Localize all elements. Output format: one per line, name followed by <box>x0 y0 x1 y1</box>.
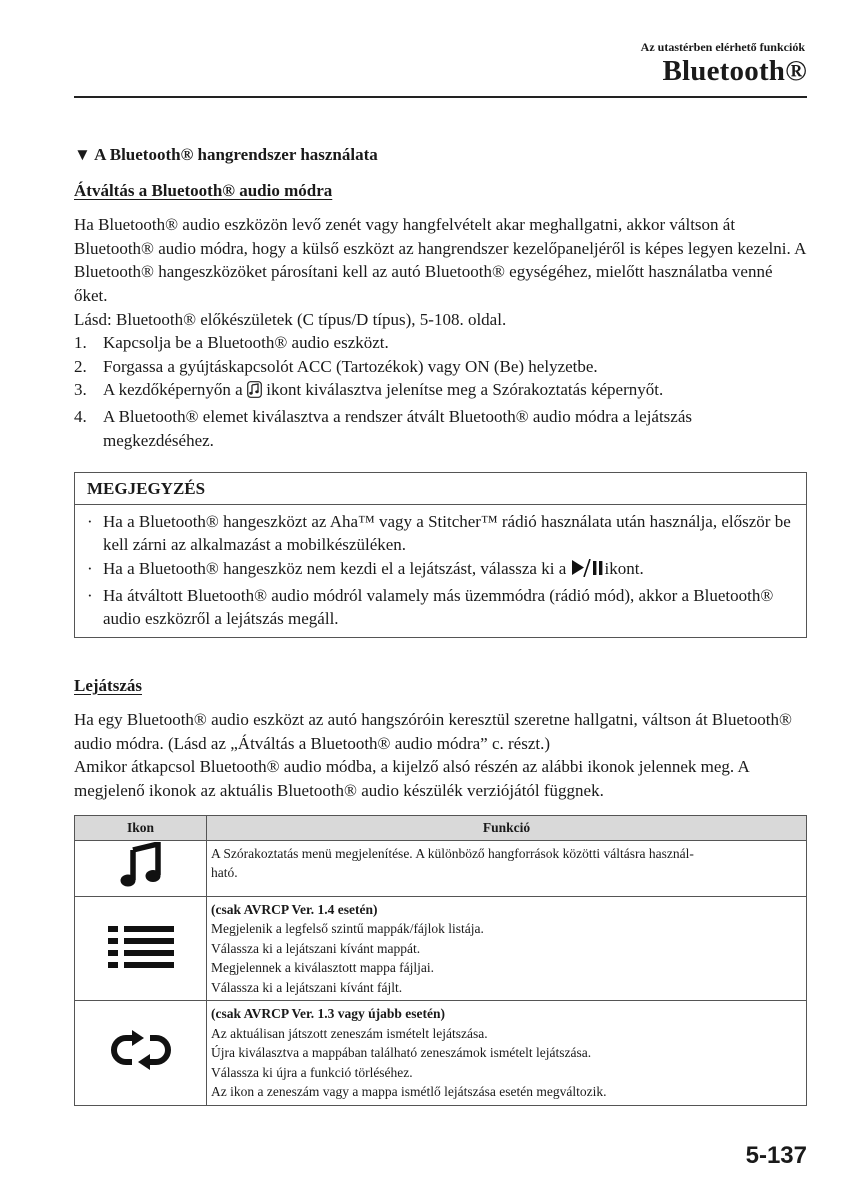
note-body <box>75 505 806 637</box>
reference-paragraph: Lásd: Bluetooth® előkészületek (C típus/D típus), 5-108. oldal. <box>74 309 507 329</box>
page-number: 5-137 <box>745 1142 807 1169</box>
list-item: 2. Forgassa a gyújtáskapcsolót ACC (Tartozékok) vagy ON (Be) helyzetbe. <box>74 356 598 376</box>
table-row: (csak AVRCP Ver. 1.4 esetén) Megjelenik a legfelső szintű mappák/fájlok listája. Válassza ki a lejátszani kívánt mappát. Megjelennek a kiválasztott mappa fájljai. Válassza ki a lejátszani kívánt fájlt. <box>75 896 807 1001</box>
subheading-switch: Átváltás a Bluetooth® audio módra <box>74 180 333 200</box>
header-rule <box>74 96 807 98</box>
table-row: A Szórakoztatás menü megjelenítése. A különböző hangforrások közötti váltásra használ- ható. <box>75 840 807 896</box>
music-note-icon <box>120 876 162 891</box>
list-item: 3. A kezdőképernyőn a ikont kiválasztva jelenítse meg a Szórakoztatás képernyőt. <box>74 378 807 405</box>
icon-function-table <box>74 815 807 1106</box>
page-title: Bluetooth® <box>662 55 807 87</box>
list-item: 4. A Bluetooth® elemet kiválasztva a rendszer átvált Bluetooth® audio módra a lejátszás megkezdéséhez. <box>74 406 693 450</box>
steps-list <box>74 331 807 452</box>
table-header-icon: Ikon <box>75 815 207 840</box>
section-heading: ▼ A Bluetooth® hangrendszer használata <box>74 145 378 164</box>
play-pause-icon <box>571 559 605 584</box>
subheading-playback: Lejátszás <box>74 675 142 695</box>
icons-paragraph: Amikor átkapcsol Bluetooth® audio módba, a kijelző alsó részén az alábbi ikonok jelennek meg. A megjelenő ikonok az aktuális Bluetooth® audio készülék verziójától függnek. <box>74 757 749 801</box>
header-section: Az utastérben elérhető funkciók <box>640 40 805 54</box>
list-icon <box>106 957 176 972</box>
repeat-icon <box>110 1058 172 1073</box>
list-item: 1. Kapcsolja be a Bluetooth® audio eszközt. <box>74 333 389 353</box>
intro-paragraph: Ha Bluetooth® audio eszközön levő zenét vagy hangfelvételt akar meghallgatni, akkor váltson át Bluetooth® audio módra, hogy a külső eszközt az hangrendszer kezelőpaneljéről is képes legyen kezelni. A Bluetooth® hangeszközöket párosítani kell az autó Bluetooth® egységéhez, mielőtt használatba venné őket. <box>74 215 806 305</box>
music-note-icon <box>247 381 262 405</box>
note-box <box>74 472 807 638</box>
page-content <box>74 143 807 1106</box>
table-header-function: Funkció <box>207 815 807 840</box>
table-row: (csak AVRCP Ver. 1.3 vagy újabb esetén) Az aktuálisan játszott zeneszám ismételt lejátszása. Újra kiválasztva a mappában található zeneszámok ismételt lejátszása. Válassza ki újra a funkció törléséhez. Az ikon a zeneszám vagy a mappa ismétlő lejátszása esetén megváltozik. <box>75 1001 807 1106</box>
list-item: · Ha átváltott Bluetooth® audio módról valamely más üzemmódra (rádió mód), akkor a Bluetooth® audio eszközről a lejátszás megáll. <box>87 585 774 629</box>
list-item: · Ha a Bluetooth® hangeszközt az Aha™ vagy a Stitcher™ rádió használata után használja, először be kell zárni az alkalmazást a mobilkészüléken. <box>87 511 791 555</box>
list-item: · Ha a Bluetooth® hangeszköz nem kezdi el a lejátszást, válassza ki a ikont. <box>87 557 794 584</box>
note-title: MEGJEGYZÉS <box>75 473 806 505</box>
playback-paragraph: Ha egy Bluetooth® audio eszközt az autó hangszóróin keresztül szeretne hallgatni, váltson át Bluetooth® audio módra. (Lásd az „Átváltás a Bluetooth® audio módra” c. részt.) <box>74 710 792 753</box>
